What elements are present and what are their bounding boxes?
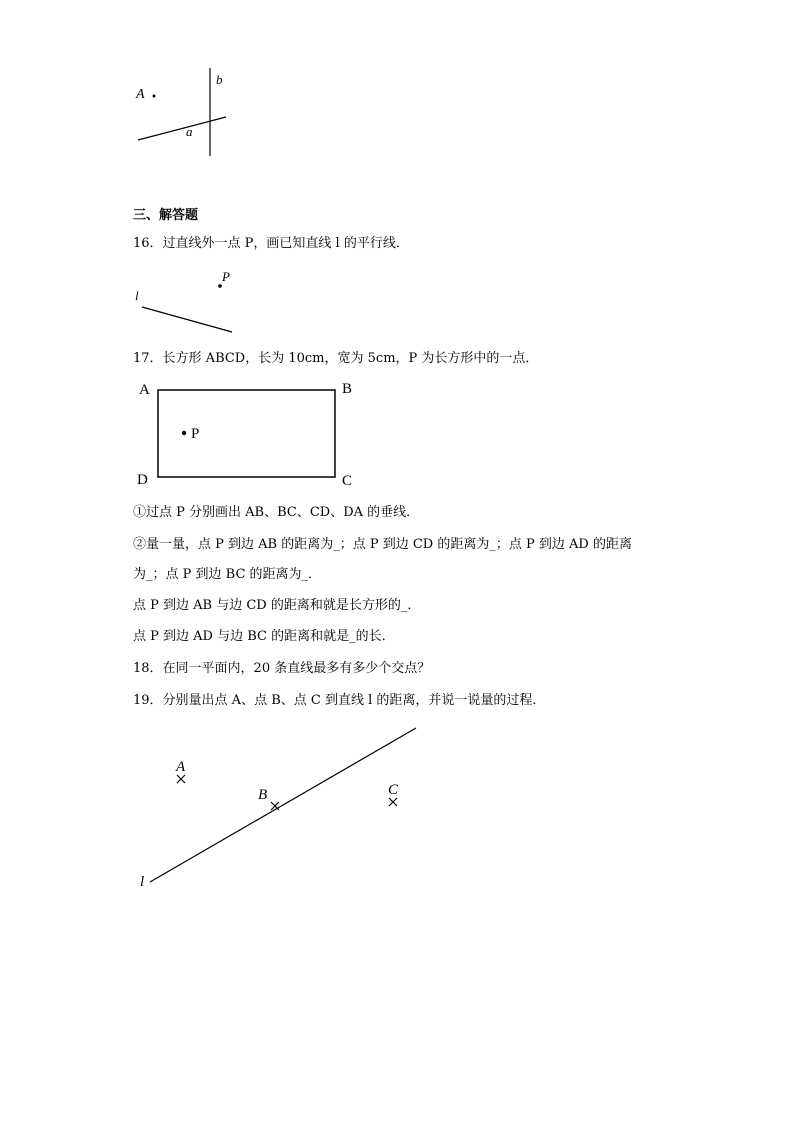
line-a xyxy=(138,117,226,140)
q19-point-C-cross xyxy=(389,798,397,806)
point-A-label: A xyxy=(136,87,145,102)
rect-point-P-dot xyxy=(182,431,186,435)
q16-point-P-dot xyxy=(218,284,222,288)
question-17-part-2-line-4: 点 P 到边 AD 与边 BC 的距离和就是_的长． xyxy=(133,629,395,644)
question-17-part-2-line-2: 为_；点 P 到边 BC 的距离为_． xyxy=(133,567,322,582)
line-b-label: b xyxy=(216,72,223,87)
rect-point-P-label: P xyxy=(191,426,200,442)
question-17-part-2-line-3: 点 P 到边 AB 与边 CD 的距离和就是长方形的_． xyxy=(133,598,421,613)
question-16: 16．过直线外一点 P，画已知直线 l 的平行线． xyxy=(133,236,409,251)
figure-rectangle-ABCD xyxy=(132,376,362,492)
q19-line-l xyxy=(150,728,416,882)
question-19: 19．分别量出点 A、点 B、点 C 到直线 l 的距离，并说一说量的过程． xyxy=(133,693,546,708)
vertex-A-label: A xyxy=(139,382,150,398)
q19-point-B-cross xyxy=(271,802,279,810)
q16-line-l-label: l xyxy=(135,288,139,303)
figure-q19 xyxy=(130,720,430,895)
line-a-label: a xyxy=(186,124,193,139)
vertex-D-label: D xyxy=(137,472,148,488)
q16-line-l xyxy=(142,307,232,332)
q19-point-A-cross xyxy=(177,775,185,783)
q19-point-C-label: C xyxy=(388,782,399,798)
question-18: 18．在同一平面内，20 条直线最多有多少个交点？ xyxy=(133,661,431,676)
q19-point-A-label: A xyxy=(176,759,186,775)
vertex-B-label: B xyxy=(342,381,353,397)
q19-point-B-label: B xyxy=(258,787,268,803)
figure-q16 xyxy=(130,265,240,337)
figure-lines-a-b xyxy=(130,62,240,162)
question-17-part-1: ①过点 P 分别画出 AB、BC、CD、DA 的垂线． xyxy=(133,505,420,520)
q19-line-l-label: l xyxy=(140,874,145,890)
question-17: 17．长方形 ABCD，长为 10cm，宽为 5cm，P 为长方形中的一点． xyxy=(133,351,539,366)
point-A-dot xyxy=(153,95,156,98)
section-title: 三、解答题 xyxy=(133,208,199,223)
vertex-C-label: C xyxy=(342,473,353,489)
question-17-part-2-line-1: ②量一量，点 P 到边 AB 的距离为_；点 P 到边 CD 的距离为_；点 P 到边 AD 的距离 xyxy=(133,537,632,552)
q16-point-P-label: P xyxy=(222,269,230,284)
